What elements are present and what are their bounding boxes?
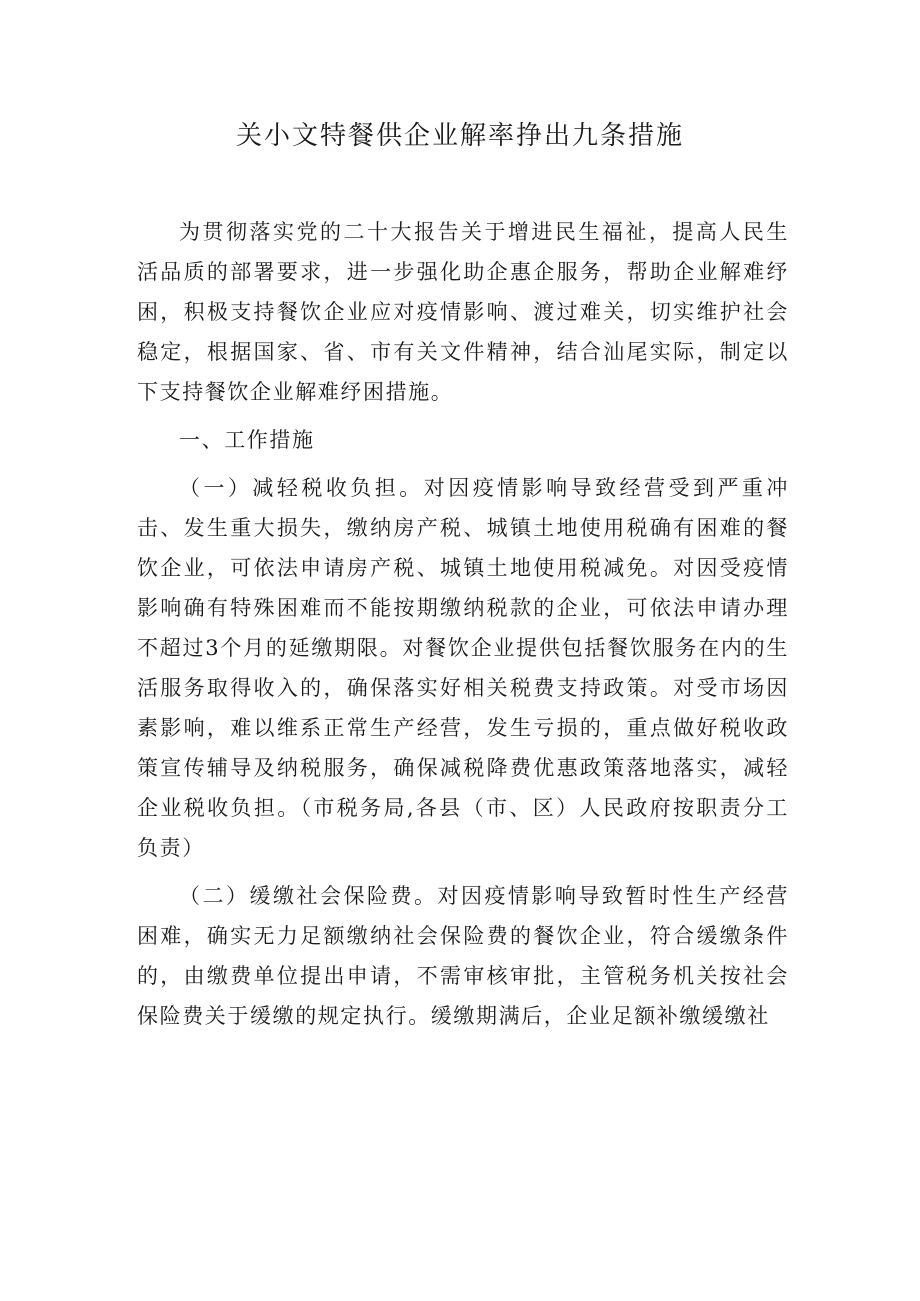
document-title: 关小文特餐供企业解率挣出九条措施 [235, 121, 684, 151]
document-body [137, 212, 789, 1044]
measure-paragraph-1: （一）减轻税收负担。对因疫情影响导致经营受到严重冲击、发生重大损失，缴纳房产税、城镇土地使用税确有困难的餐饮企业，可依法申请房产税、城镇土地使用税减免。对因受疫情影响确有特殊困难而不能按期缴纳税款的企业，可依法申请办理不超过3个月的延缴期限。对餐饮企业提供包括餐饮服务在内的生活服务取得收入的，确保落实好相关税费支持政策。对受市场因素影响，难以维系正常生产经营，发生亏损的，重点做好税收政策宣传辅导及纳税服务，确保减税降费优惠政策落地落实，减轻企业税收负担。（市税务局,各县（市、区）人民政府按职责分工负责） [137, 476, 789, 860]
intro-paragraph: 为贯彻落实党的二十大报告关于增进民生福祉，提高人民生活品质的部署要求，进一步强化助企惠企服务，帮助企业解难纾困，积极支持餐饮企业应对疫情影响、渡过难关，切实维护社会稳定，根据国家、省、市有关文件精神，结合汕尾实际，制定以下支持餐饮企业解难纾困措施。 [137, 220, 789, 404]
section-heading-work-measures: 一、工作措施 [179, 428, 315, 452]
measure-paragraph-2: （二）缓缴社会保险费。对因疫情影响导致暂时性生产经营困难，确实无力足额缴纳社会保险费的餐饮企业，符合缓缴条件的，由缴费单位提出申请，不需审核审批，主管税务机关按社会保险费关于缓缴的规定执行。缓缴期满后，企业足额补缴缓缴社 [137, 884, 789, 1028]
